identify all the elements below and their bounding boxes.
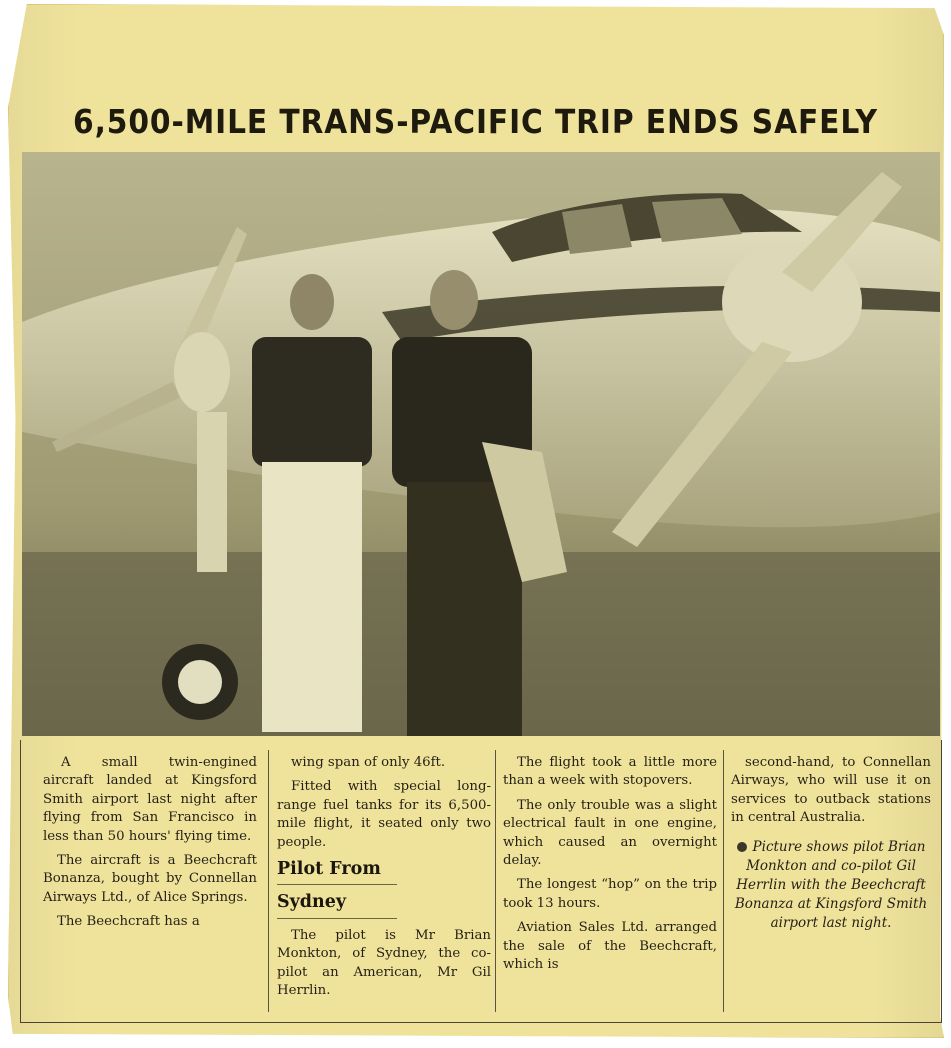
subheading: Pilot From	[277, 859, 381, 880]
subheading-divider	[277, 918, 397, 919]
column-rule	[723, 750, 724, 1012]
article-column-3	[503, 754, 717, 980]
paragraph: The flight took a little more than a week with stopovers.	[503, 755, 717, 789]
photo-illustration	[22, 152, 940, 736]
paragraph: A small twin-engined aircraft landed at Kingsford Smith airport last night after flying from San Francisco in less than 50 hours' flying time.	[43, 755, 257, 844]
article-column-4	[731, 754, 931, 933]
headline: 6,500-MILE TRANS-PACIFIC TRIP ENDS SAFELY	[73, 102, 878, 141]
bullet-icon	[737, 842, 747, 852]
subheading: Sydney	[277, 892, 347, 913]
article-column-2	[277, 754, 491, 1006]
article-body	[20, 740, 942, 1023]
paragraph: Aviation Sales Ltd. arranged the sale of the Beechcraft, which is	[503, 920, 717, 973]
column-rule	[268, 750, 269, 1012]
paragraph: second-hand, to Connellan Airways, who will use it on services to outback stations in central Australia.	[731, 755, 931, 826]
paragraph: The Beechcraft has a	[57, 914, 200, 930]
paragraph: wing span of only 46ft.	[291, 755, 446, 770]
column-rule	[495, 750, 496, 1012]
photo-caption	[731, 838, 931, 933]
paragraph: The only trouble was a slight electrical fault in one engine, which caused an overnight delay.	[503, 797, 717, 869]
news-photo	[22, 152, 940, 736]
paragraph: The aircraft is a Beechcraft Bonanza, bought by Connellan Airways Ltd., of Alice Springs.	[43, 853, 257, 905]
paragraph: The pilot is Mr Brian Monkton, of Sydney, the co-pilot an American, Mr Gil Herrlin.	[277, 927, 491, 999]
caption-text: Picture shows pilot Brian Monkton and co-pilot Gil Herrlin with the Beechcraft Bonanza at Kingsford Smith airport last night.	[734, 838, 928, 931]
subheading-divider	[277, 884, 397, 885]
paragraph: The longest “hop” on the trip took 13 hours.	[503, 877, 717, 911]
paragraph: Fitted with special long-range fuel tanks for its 6,500-mile flight, it seated only two people.	[277, 779, 491, 850]
article-column-1	[43, 754, 257, 938]
